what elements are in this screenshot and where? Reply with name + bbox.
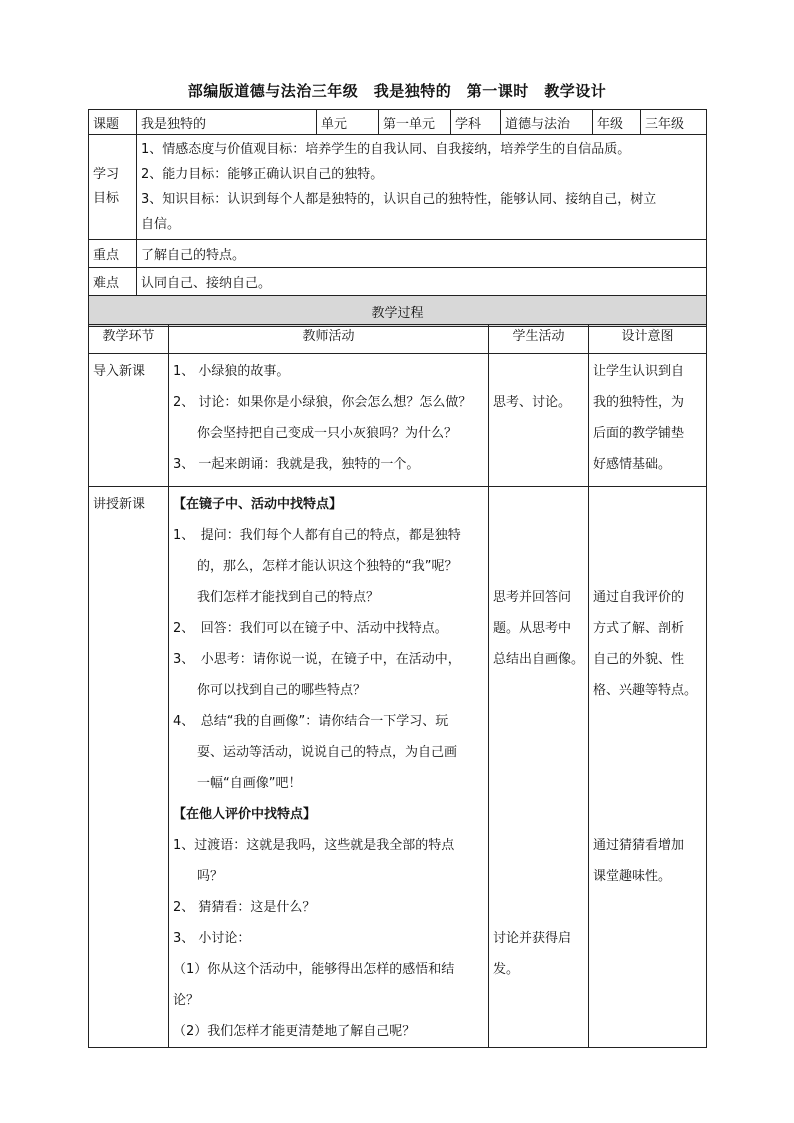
teacher-line: 的，那么，怎样才能认识这个独特的“我”呢？ (197, 559, 458, 574)
difficult-point-label: 难点 (89, 268, 137, 296)
lesson-info-table (88, 109, 707, 327)
objective-line: 自信。 (141, 217, 181, 232)
teacher-line: 2、 回答：我们可以在镜子中、活动中找特点。 (173, 621, 448, 636)
topic-label: 课题 (89, 110, 137, 135)
teacher-line: （1）你从这个活动中，能够得出怎样的感悟和结 (173, 962, 455, 977)
student-activity (489, 354, 589, 487)
teacher-line: 一幅“自画像”吧！ (197, 776, 302, 791)
teacher-line: 耍、运动等活动，说说自己的特点，为自己画 (197, 745, 458, 760)
info-row (89, 110, 707, 135)
student-line: 总结出自画像。 (493, 652, 585, 667)
column-header: 学生活动 (489, 325, 589, 354)
process-header: 教学过程 (89, 296, 707, 327)
student-line: 讨论并获得启 (493, 931, 572, 946)
unit-value: 第一单元 (379, 110, 451, 135)
design-intent (589, 354, 707, 487)
section-name (89, 487, 169, 1048)
subject-label: 学科 (451, 110, 501, 135)
student-line: 题。从思考中 (493, 621, 572, 636)
teacher-line: 2、 讨论：如果你是小绿狼，你会怎么想？怎么做？ (173, 395, 472, 410)
grade-value: 三年级 (641, 110, 707, 135)
student-line: 思考并回答问 (493, 590, 572, 605)
intent-line: 好感情基础。 (593, 457, 672, 472)
intent-line: 后面的教学铺垫 (593, 426, 685, 441)
intent-line: 课堂趣味性。 (593, 869, 672, 884)
teacher-activity (169, 354, 489, 487)
teacher-line: 3、 小思考：请你说一说，在镜子中，在活动中， (173, 652, 461, 667)
objective-line: 1、情感态度与价值观目标：培养学生的自我认同、自我接纳，培养学生的自信品质。 (141, 142, 631, 157)
difficult-point-row (89, 268, 707, 296)
objectives-content (137, 135, 707, 240)
column-header-row (89, 325, 707, 354)
teacher-line: 论？ (173, 993, 200, 1008)
intent-line: 自己的外貌、性 (593, 652, 685, 667)
section-new-lesson-row (89, 487, 707, 1048)
teaching-process-table (88, 324, 707, 1048)
teacher-line: 2、 猜猜看：这是什么？ (173, 900, 316, 915)
teacher-line: 你可以找到自己的哪些特点？ (197, 683, 367, 698)
teacher-line: 3、 一起来朗诵：我就是我，独特的一个。 (173, 457, 420, 472)
column-header: 设计意图 (589, 325, 707, 354)
teacher-line: 我们怎样才能找到自己的特点？ (197, 590, 380, 605)
design-intent (589, 487, 707, 1048)
student-line: 思考、讨论。 (493, 395, 572, 410)
teacher-line: 1、 提问：我们每个人都有自己的特点，都是独特 (173, 528, 461, 543)
teacher-line: （2）我们怎样才能更清楚地了解自己呢？ (173, 1024, 416, 1039)
unit-label: 单元 (317, 110, 379, 135)
intent-line: 方式了解、剖析 (593, 621, 685, 636)
grade-label: 年级 (593, 110, 641, 135)
teacher-line: 你会坚持把自己变成一只小灰狼吗？为什么？ (197, 426, 458, 441)
column-header: 教师活动 (169, 325, 489, 354)
intent-line: 让学生认识到自 (593, 364, 685, 379)
teacher-activity (169, 487, 489, 1048)
section-name (89, 354, 169, 487)
key-point-label: 重点 (89, 240, 137, 268)
page-title: 部编版道德与法治三年级 我是独特的 第一课时 教学设计 (187, 82, 607, 100)
teacher-line: 1、 小绿狼的故事。 (173, 364, 290, 379)
intent-line: 通过猜猜看增加 (593, 838, 685, 853)
teacher-line: 3、 小讨论： (173, 931, 251, 946)
difficult-point-value: 认同自己、接纳自己。 (137, 268, 707, 296)
objectives-label-2: 目标 (93, 191, 120, 206)
teacher-line: 吗？ (197, 869, 224, 884)
key-point-value: 了解自己的特点。 (137, 240, 707, 268)
objective-line: 3、知识目标：认识到每个人都是独特的，认识自己的独特性，能够认同、接纳自己，树立 (141, 192, 657, 207)
objective-line: 2、能力目标：能够正确认识自己的独特。 (141, 167, 384, 182)
key-point-row (89, 240, 707, 268)
section-name-text: 导入新课 (93, 364, 146, 379)
subject-value: 道德与法治 (501, 110, 593, 135)
column-header: 教学环节 (89, 325, 169, 354)
student-line: 发。 (493, 962, 520, 977)
section-name-text: 讲授新课 (93, 497, 146, 512)
section-intro-row (89, 354, 707, 487)
teacher-line: 4、 总结“我的自画像”：请你结合一下学习、玩 (173, 714, 449, 729)
subsection-heading: 【在镜子中、活动中找特点】 (173, 497, 343, 512)
teacher-line: 1、过渡语：这就是我吗，这些就是我全部的特点 (173, 838, 455, 853)
intent-line: 格、兴趣等特点。 (593, 683, 698, 698)
subsection-heading: 【在他人评价中找特点】 (173, 807, 317, 822)
objectives-row (89, 135, 707, 240)
intent-line: 通过自我评价的 (593, 590, 685, 605)
objectives-label (89, 135, 137, 240)
student-activity (489, 487, 589, 1048)
topic-value: 我是独特的 (137, 110, 317, 135)
objectives-label-1: 学习 (93, 167, 120, 182)
intent-line: 我的独特性，为 (593, 395, 685, 410)
process-header-row (89, 296, 707, 327)
